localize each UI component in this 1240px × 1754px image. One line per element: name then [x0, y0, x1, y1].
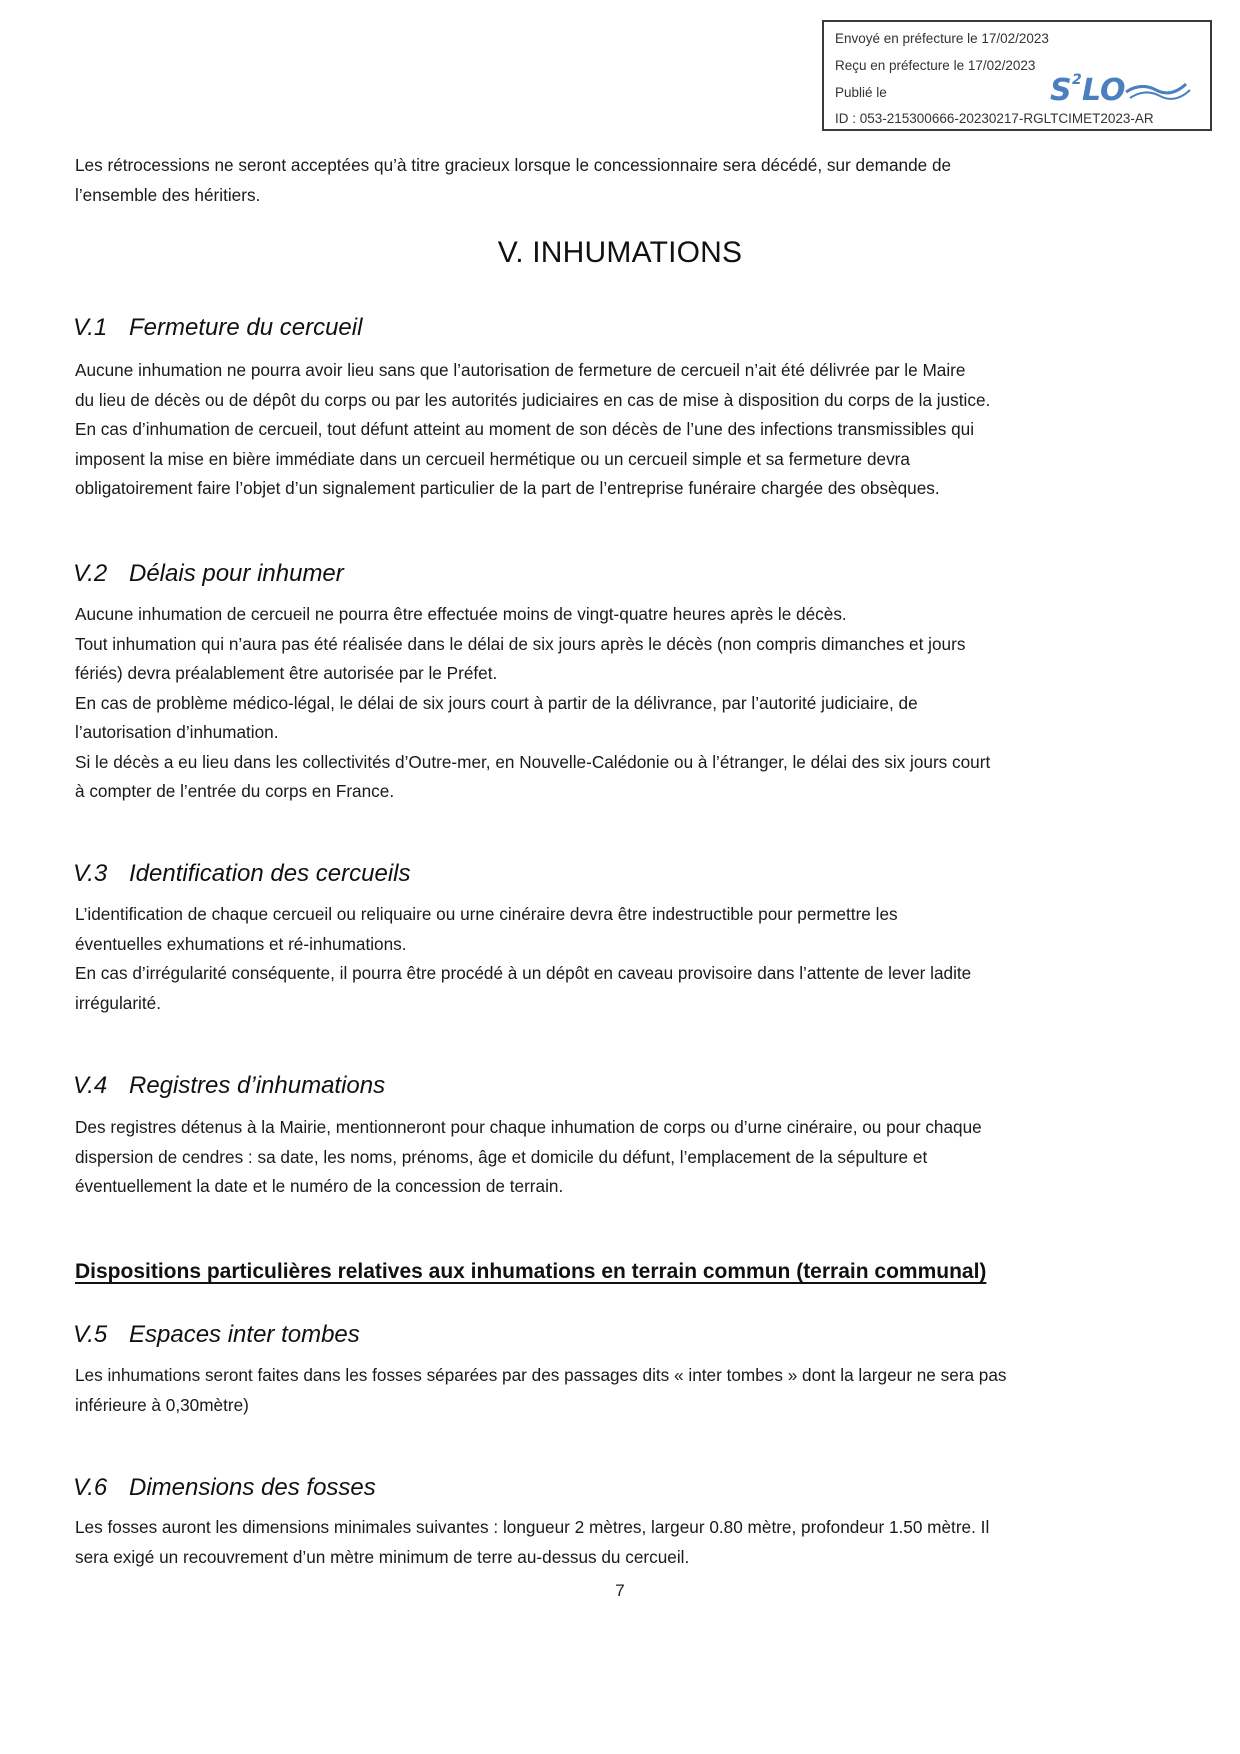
text-line: Tout inhumation qui n’aura pas été réalisée dans le délai de six jours après le décès (non compris dimanches et jours: [75, 633, 966, 654]
text-line: Aucune inhumation ne pourra avoir lieu sans que l’autorisation de fermeture de cercueil n’ait été délivrée par le Maire: [75, 360, 966, 380]
text-line: En cas d’inhumation de cercueil, tout défunt atteint au moment de son décès de l’une des infections transmissibles qui: [75, 419, 975, 439]
text-line: Les rétrocessions ne seront acceptées qu’à titre gracieux lorsque le concessionnaire sera décédé, sur demande de: [75, 155, 952, 175]
section-number: V.3: [73, 860, 108, 887]
prefecture-stamp: [822, 20, 1212, 131]
page-number: 7: [615, 1581, 625, 1600]
text-line: fériés) devra préalablement être autorisée par le Préfet.: [75, 663, 498, 683]
text-line: Des registres détenus à la Mairie, mentionneront pour chaque inhumation de corps ou d’urne cinéraire, ou pour chaque: [75, 1117, 982, 1137]
section-heading-v6: [73, 1474, 376, 1502]
section-v4-paragraph: [75, 1113, 1165, 1202]
stamp-sent-date: Envoyé en préfecture le 17/02/2023: [835, 31, 1049, 46]
s2lo-logo-icon: [1046, 64, 1206, 112]
svg-text:2: 2: [1072, 72, 1082, 88]
text-line: imposent la mise en bière immédiate dans un cercueil hermétique ou un cercueil simple et sa fermeture devra: [75, 448, 910, 469]
text-line: obligatoirement faire l’objet d’un signalement particulier de la part de l’entreprise funéraire chargée des obsèques.: [75, 478, 940, 498]
intro-paragraph: [75, 151, 1165, 210]
section-number: V.6: [73, 1474, 108, 1501]
svg-text:S: S: [1050, 73, 1072, 108]
section-heading-v3: [73, 860, 410, 888]
stamp-received-date: Reçu en préfecture le 17/02/2023: [835, 58, 1036, 73]
chapter-title: V. INHUMATIONS: [497, 236, 743, 269]
text-line: Les inhumations seront faites dans les fosses séparées par des passages dits « inter tombes » dont la largeur ne sera pas: [75, 1365, 1007, 1385]
section-v1-paragraph: [75, 356, 1165, 504]
text-line: inférieure à 0,30mètre): [75, 1394, 249, 1415]
section-number: V.2: [73, 560, 108, 587]
text-line: Les fosses auront les dimensions minimales suivantes : longueur 2 mètres, largeur 0.80 mètre, profondeur 1.50 mètre. Il: [75, 1517, 990, 1537]
section-number: V.1: [73, 314, 108, 341]
text-line: irrégularité.: [75, 992, 161, 1013]
section-heading-v5: [73, 1321, 360, 1349]
section-title: Fermeture du cercueil: [129, 314, 363, 341]
text-line: à compter de l’entrée du corps en France.: [75, 781, 395, 801]
text-line: sera exigé un recouvrement d’un mètre minimum de terre au-dessus du cercueil.: [75, 1546, 690, 1567]
section-v3-paragraph: [75, 900, 1165, 1018]
section-heading-v1: [73, 314, 362, 342]
text-line: éventuelles exhumations et ré-inhumations.: [75, 933, 407, 954]
section-title: Espaces inter tombes: [129, 1321, 360, 1348]
stamp-published: Publié le: [835, 85, 887, 100]
section-title: Délais pour inhumer: [129, 560, 344, 587]
section-title: Registres d’inhumations: [129, 1072, 386, 1099]
section-title: Dimensions des fosses: [129, 1474, 376, 1501]
stamp-id: ID : 053-215300666-20230217-RGLTCIMET2023-AR: [835, 111, 1154, 126]
text-line: L’identification de chaque cercueil ou reliquaire ou urne cinéraire devra être indestructible pour permettre les: [75, 904, 898, 924]
svg-text:LO: LO: [1082, 73, 1126, 108]
section-v6-paragraph: [75, 1513, 1165, 1572]
text-line: l’ensemble des héritiers.: [75, 184, 261, 205]
text-line: En cas de problème médico-légal, le délai de six jours court à partir de la délivrance, par l’autorité judiciaire, de: [75, 692, 918, 713]
terrain-commun-subtitle: Dispositions particulières relatives aux inhumations en terrain commun (terrain communal): [75, 1260, 987, 1283]
text-line: dispersion de cendres : sa date, les noms, prénoms, âge et domicile du défunt, l’emplacement de la sépulture et: [75, 1146, 928, 1167]
text-line: En cas d’irrégularité conséquente, il pourra être procédé à un dépôt en caveau provisoire dans l’attente de lever ladite: [75, 963, 972, 983]
text-line: éventuellement la date et le numéro de la concession de terrain.: [75, 1176, 564, 1196]
text-line: du lieu de décès ou de dépôt du corps ou par les autorités judiciaires en cas de mise à disposition du corps de la justice.: [75, 389, 991, 410]
section-heading-v4: [73, 1072, 385, 1100]
section-v5-paragraph: [75, 1361, 1165, 1420]
section-number: V.5: [73, 1321, 108, 1348]
section-v2-paragraph: [75, 600, 1165, 807]
section-title: Identification des cercueils: [129, 860, 411, 887]
text-line: l’autorisation d’inhumation.: [75, 722, 279, 742]
section-heading-v2: [73, 560, 344, 588]
text-line: Si le décès a eu lieu dans les collectivités d’Outre-mer, en Nouvelle-Calédonie ou à l’étranger, le délai des six jours court: [75, 751, 991, 772]
section-number: V.4: [73, 1072, 108, 1099]
text-line: Aucune inhumation de cercueil ne pourra être effectuée moins de vingt-quatre heures après le décès.: [75, 604, 847, 624]
